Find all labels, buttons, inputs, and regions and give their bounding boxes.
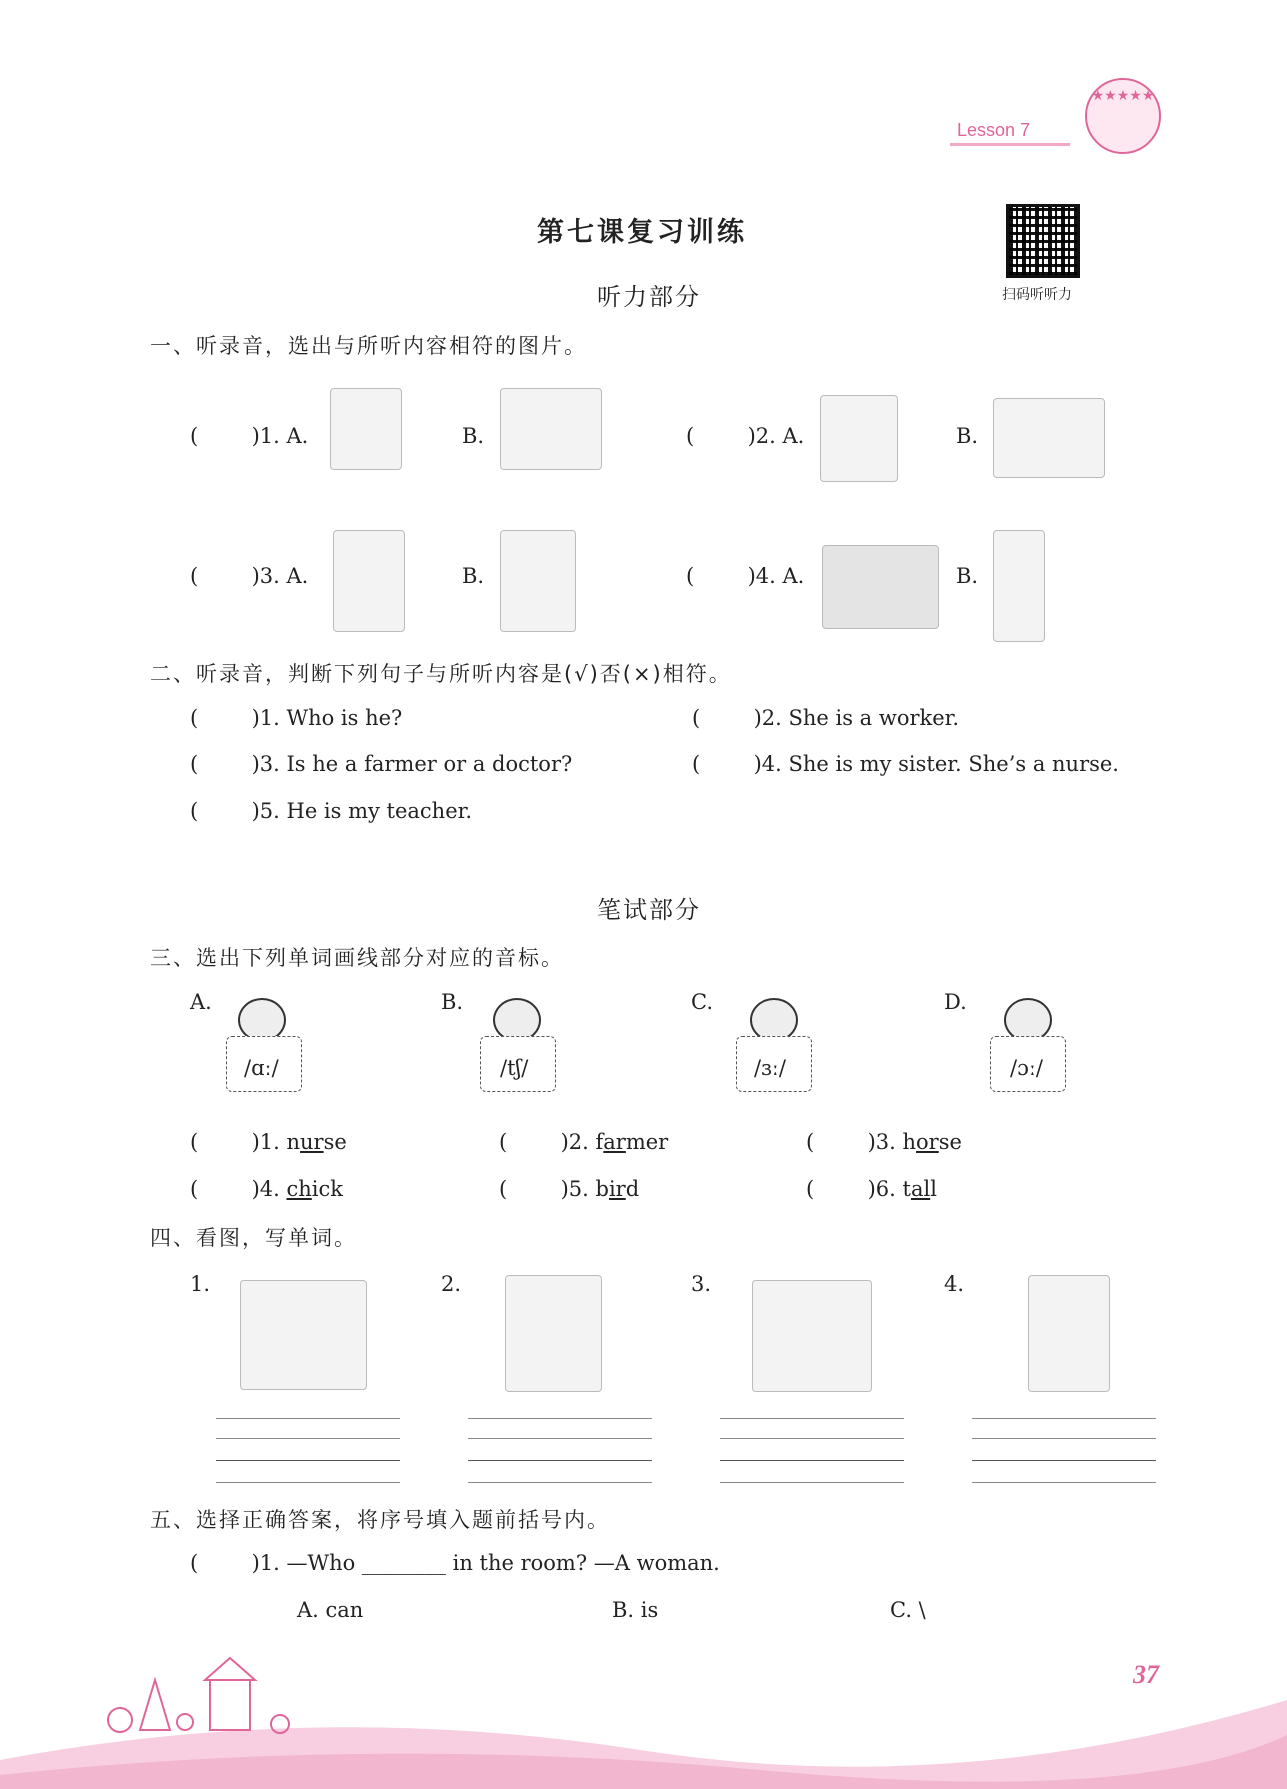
p1-q2-number: ( )2. A.: [686, 424, 805, 448]
chick-picture: [330, 388, 402, 470]
p2-q2: ( )2. She is a worker.: [692, 706, 960, 730]
p3-q1: ( )1. nurse: [190, 1130, 347, 1154]
p2-q1: ( )1. Who is he?: [190, 706, 403, 730]
p5-option-b: B. is: [612, 1598, 659, 1622]
p3-q3: ( )3. horse: [806, 1130, 962, 1154]
logo-badge: [1085, 78, 1161, 154]
page-title: 第七课复习训练: [537, 217, 747, 248]
ipa-a: /ɑː/: [244, 1056, 279, 1080]
p5-option-c: C. \: [890, 1598, 926, 1622]
teacher-woman-picture: [240, 1280, 367, 1390]
p2-q3: ( )3. Is he a farmer or a doctor?: [190, 752, 573, 776]
option-c-letter: C.: [691, 990, 713, 1014]
p1-q2-b: B.: [956, 424, 979, 448]
doctor-boy-picture: [1028, 1275, 1110, 1392]
teacher-picture: [822, 545, 939, 629]
lesson-label: Lesson 7: [957, 120, 1031, 140]
p5-q1: ( )1. —Who ________ in the room? —A woman.: [190, 1551, 720, 1575]
part4-instruction: 四、看图，写单词。: [150, 1226, 357, 1250]
boy-driving-picture: [993, 398, 1105, 478]
part1-instruction: 一、听录音，选出与所听内容相符的图片。: [150, 334, 587, 358]
ipa-b: /tʃ/: [500, 1056, 529, 1080]
p3-q4: ( )4. chick: [190, 1177, 343, 1201]
p2-q4: ( )4. She is my sister. She’s a nurse.: [692, 752, 1119, 776]
ipa-c: /ɜː/: [754, 1056, 786, 1080]
p5-option-a: A. can: [297, 1598, 364, 1622]
baby-picture: [820, 395, 898, 482]
p1-q3-number: ( )3. A.: [190, 564, 309, 588]
qr-caption: 扫码听听力: [1002, 287, 1072, 303]
p4-num-1: 1.: [190, 1272, 211, 1296]
qr-code: [1006, 204, 1080, 278]
p1-q3-b: B.: [462, 564, 485, 588]
p2-q5: ( )5. He is my teacher.: [190, 799, 473, 823]
writing-heading: 笔试部分: [597, 896, 701, 924]
worker-woman-picture: [500, 530, 576, 632]
lesson-underline: [950, 143, 1070, 146]
option-b-letter: B.: [441, 990, 464, 1014]
option-d-letter: D.: [944, 990, 967, 1014]
part5-instruction: 五、选择正确答案，将序号填入题前括号内。: [150, 1508, 610, 1532]
police-picture: [993, 530, 1045, 642]
worker-picture: [752, 1280, 872, 1392]
p4-num-3: 3.: [691, 1272, 712, 1296]
pig-picture: [500, 388, 602, 470]
p1-q1-number: ( )1. A.: [190, 424, 309, 448]
part2-instruction: 二、听录音，判断下列句子与所听内容是(√)否(×)相符。: [150, 662, 732, 686]
p4-num-2: 2.: [441, 1272, 462, 1296]
p3-q2: ( )2. farmer: [499, 1130, 669, 1154]
p3-q5: ( )5. bird: [499, 1177, 640, 1201]
castle-icon: [100, 1650, 330, 1740]
p4-num-4: 4.: [944, 1272, 965, 1296]
p1-q4-number: ( )4. A.: [686, 564, 805, 588]
nurse-picture: [333, 530, 405, 632]
nurse-picture: [505, 1275, 602, 1392]
star-logo-icon: [1087, 80, 1159, 152]
p1-q1-b: B.: [462, 424, 485, 448]
ipa-d: /ɔː/: [1010, 1056, 1043, 1080]
option-a-letter: A.: [190, 990, 212, 1014]
part3-instruction: 三、选出下列单词画线部分对应的音标。: [150, 946, 564, 970]
p3-q6: ( )6. tall: [806, 1177, 937, 1201]
p1-q4-b: B.: [956, 564, 979, 588]
svg-text:★★★★★: ★★★★★: [1091, 88, 1155, 104]
listening-heading: 听力部分: [597, 283, 701, 311]
page-number: 37: [1133, 1660, 1159, 1689]
